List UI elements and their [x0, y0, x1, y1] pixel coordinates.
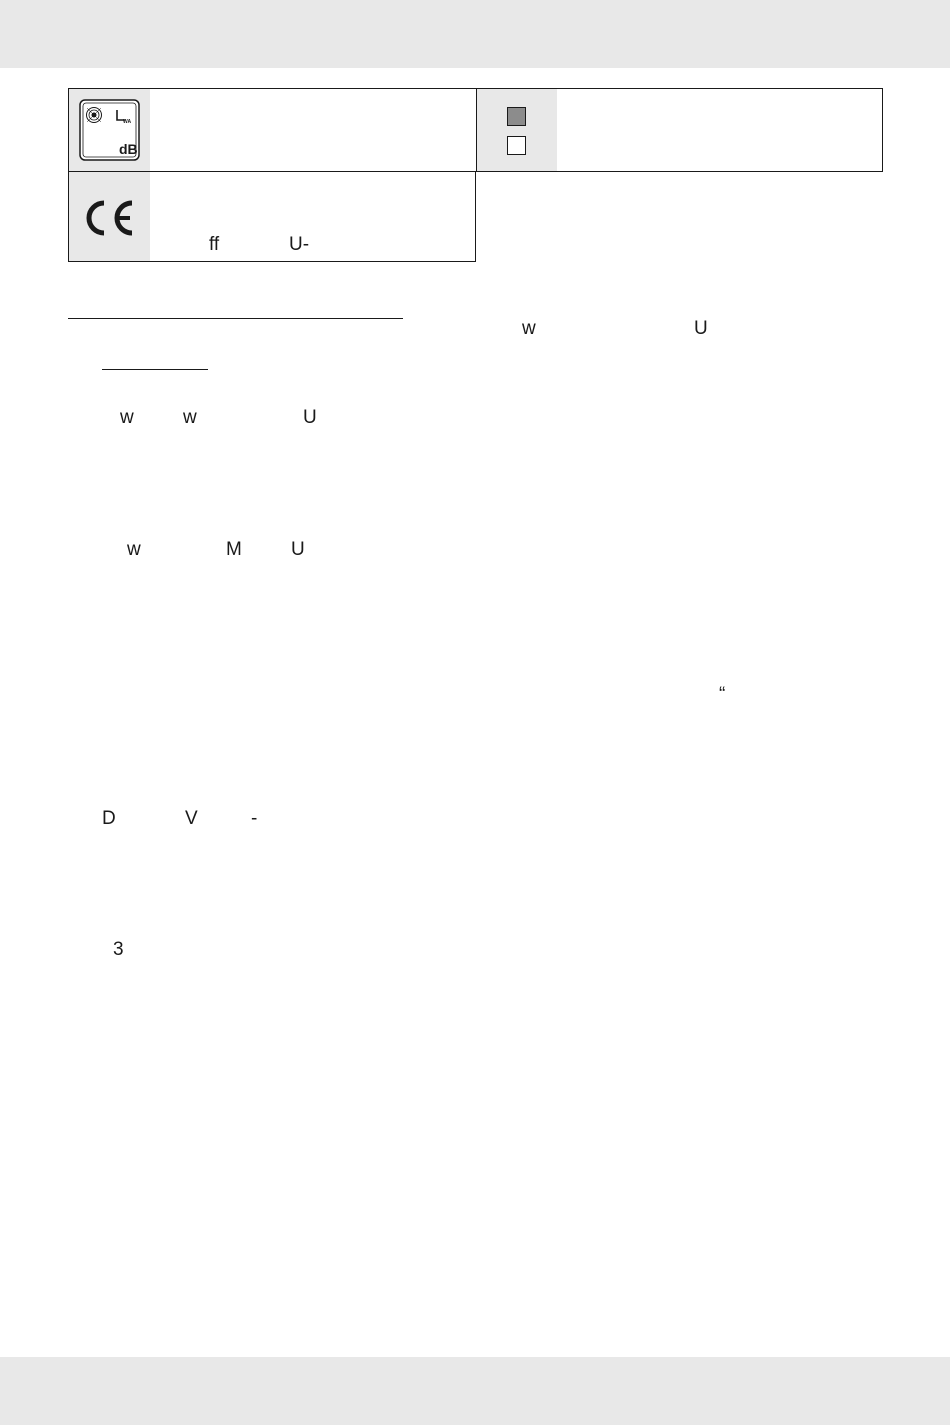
ce-text-ff: ff: [209, 234, 220, 255]
text-fragment: M: [226, 539, 242, 560]
top-band: [0, 0, 950, 68]
text-fragment: U: [694, 318, 708, 339]
subsection-rule: [102, 369, 208, 370]
text-fragment: w: [127, 539, 141, 560]
text-fragment: U: [291, 539, 305, 560]
noise-sub-label: WA: [123, 119, 132, 125]
text-fragment: w: [522, 318, 536, 339]
icon-column: [69, 89, 150, 171]
white-square-icon: [507, 136, 526, 155]
noise-level-icon: [79, 99, 140, 161]
icon-column: [477, 89, 557, 171]
text-fragment: V: [185, 808, 198, 829]
bottom-band: [0, 1357, 950, 1425]
ce-mark-icon: [84, 200, 136, 236]
decibel-unit: dB: [119, 141, 138, 157]
symbol-cell-squares: [476, 88, 883, 172]
symbol-cell-noise: [68, 88, 477, 172]
ce-text-u: U-: [289, 234, 310, 255]
text-fragment: 3: [113, 939, 124, 960]
quote-mark: “: [719, 684, 726, 705]
text-fragment: w: [120, 407, 134, 428]
icon-column: [69, 172, 150, 261]
symbol-cell-ce: [68, 171, 476, 262]
text-fragment: -: [251, 808, 258, 829]
text-fragment: D: [102, 808, 116, 829]
text-fragment: w: [183, 407, 197, 428]
grey-square-icon: [507, 107, 526, 126]
section-rule: [68, 318, 403, 319]
text-fragment: U: [303, 407, 317, 428]
